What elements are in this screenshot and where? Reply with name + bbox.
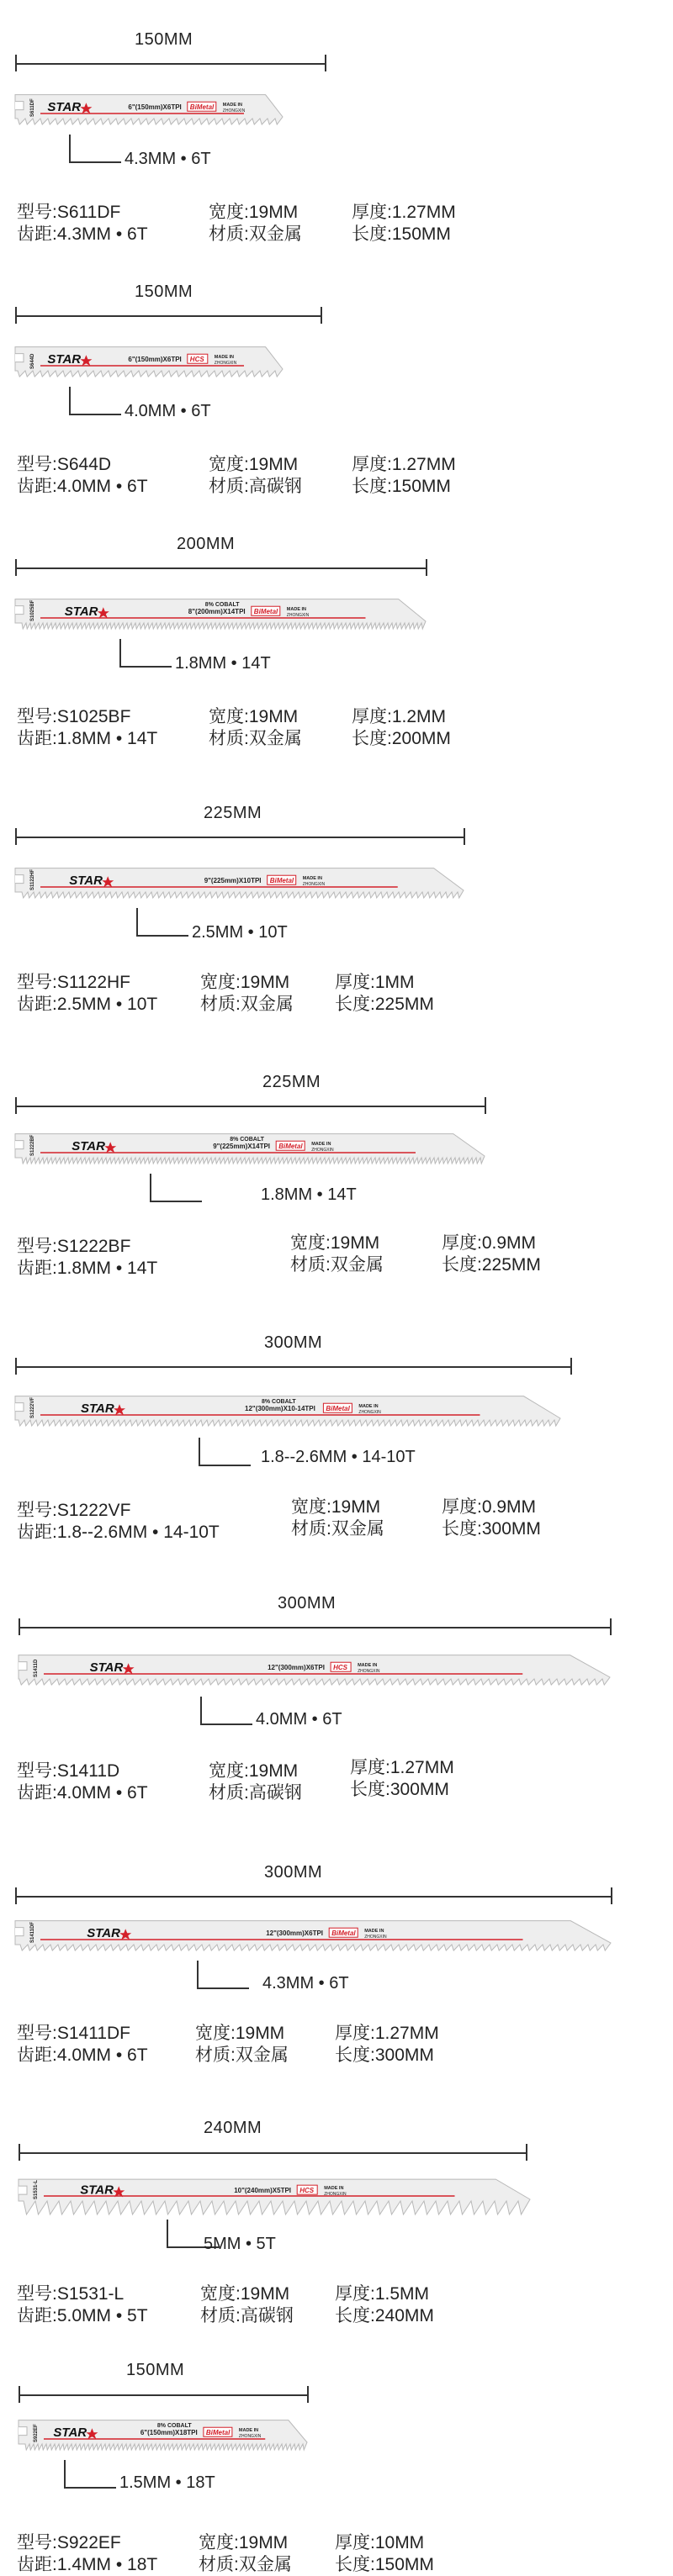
brand-logo: STAR [80, 2183, 114, 2198]
spec-material: 材质:双金属 [199, 2555, 292, 2574]
saw-blade-image [19, 1648, 612, 1688]
pitch-leader-line [64, 2460, 116, 2489]
length-dimension-line [19, 2394, 309, 2396]
blade-code-text: S1222VF [30, 1396, 35, 1418]
product-section [0, 2093, 673, 2346]
spec-thickness: 厚度:1.5MM [335, 2284, 430, 2304]
made-in-place-text: ZHONGXIN [286, 613, 310, 619]
saw-blade-image [15, 1389, 562, 1429]
material-badge: BiMetal [205, 2429, 231, 2437]
blade-size-text: 12"(300mm)X10-14TPI [245, 1405, 315, 1413]
spec-model: 型号:S922EF [17, 2533, 121, 2552]
material-badge: BiMetal [331, 1929, 356, 1938]
made-in-text: MADE IN [286, 607, 307, 613]
pitch-leader-line [150, 1174, 202, 1202]
product-section [0, 1295, 673, 1547]
cobalt-text: 8% COBALT [230, 1137, 264, 1143]
pitch-leader-line [136, 908, 188, 937]
pitch-leader-line [69, 135, 121, 163]
blade-code-text: S1222BF [30, 1134, 35, 1156]
spec-thickness: 厚度:10MM [335, 2533, 425, 2552]
length-dimension-label: 225MM [204, 804, 262, 822]
length-dimension-line [19, 1627, 612, 1628]
spec-thickness: 厚度:0.9MM [442, 1233, 537, 1253]
made-in-place-text: ZHONGXIN [222, 108, 246, 114]
length-dimension-line [15, 1366, 572, 1368]
made-in-place-text: ZHONGXIN [311, 1148, 334, 1153]
spec-width: 宽度:19MM [209, 707, 299, 726]
made-in-place-text: ZHONGXIN [324, 2192, 347, 2198]
tooth-pitch-callout: 4.0MM • 6T [125, 402, 211, 420]
spec-tooth-pitch: 齿距:1.8MM • 14T [17, 729, 158, 748]
saw-blade-image [19, 2413, 309, 2453]
spec-model: 型号:S1222VF [17, 1501, 131, 1520]
brand-logo: STAR [69, 873, 103, 888]
spec-length: 长度:300MM [335, 2045, 434, 2065]
product-section [0, 757, 673, 1014]
length-dimension-line [19, 2152, 527, 2154]
length-dimension-line [15, 315, 322, 317]
made-in-text: MADE IN [358, 1663, 378, 1669]
material-badge: HCS [299, 2187, 315, 2195]
spec-model: 型号:S1122HF [17, 973, 130, 992]
spec-material: 材质:高碳钢 [200, 2306, 294, 2325]
brand-logo: STAR [47, 99, 82, 114]
pitch-leader-line [119, 639, 172, 668]
spec-model: 型号:S1025BF [17, 707, 131, 726]
material-badge: BiMetal [189, 103, 215, 112]
spec-length: 长度:200MM [352, 729, 451, 748]
spec-width: 宽度:19MM [209, 203, 299, 222]
spec-material: 材质:高碳钢 [209, 477, 302, 496]
spec-length: 长度:225MM [442, 1255, 541, 1275]
made-in-text: MADE IN [364, 1929, 384, 1935]
spec-length: 长度:150MM [352, 477, 451, 496]
spec-thickness: 厚度:1.27MM [352, 203, 456, 222]
made-in-place-text: ZHONGXIN [364, 1935, 387, 1940]
brand-logo: STAR [72, 1138, 105, 1153]
pitch-leader-line [200, 1697, 252, 1725]
spec-material: 材质:双金属 [195, 2045, 289, 2065]
product-section [0, 0, 673, 252]
spec-width: 宽度:19MM [209, 1761, 299, 1781]
spec-model: 型号:S1531-L [17, 2284, 125, 2304]
cobalt-text: 8% COBALT [204, 602, 240, 609]
spec-length: 长度:300MM [442, 1519, 541, 1539]
product-section [0, 1824, 673, 2077]
product-section [0, 1555, 673, 1808]
made-in-text: MADE IN [238, 2428, 259, 2434]
made-in-text: MADE IN [222, 103, 243, 108]
blade-size-text: 6"(150mm)X6TPI [128, 103, 182, 112]
spec-model: 型号:S1411DF [17, 2024, 130, 2043]
length-dimension-line [15, 63, 326, 65]
brand-logo: STAR [87, 1925, 120, 1940]
material-badge: BiMetal [278, 1143, 303, 1151]
brand-logo: STAR [53, 2425, 87, 2440]
blade-size-text: 6"(150mm)X18TPI [140, 2429, 198, 2437]
length-dimension-label: 300MM [264, 1333, 323, 1352]
blade-code-text: S1531-L [34, 2179, 39, 2199]
saw-blade-image [15, 87, 284, 128]
length-dimension-label: 150MM [135, 30, 193, 49]
material-badge: HCS [333, 1664, 347, 1672]
length-dimension-line [15, 1896, 612, 1898]
spec-material: 材质:双金属 [209, 224, 302, 244]
saw-blade-image [15, 592, 427, 632]
spec-length: 长度:150MM [352, 224, 451, 244]
blade-code-text: S1122HF [30, 868, 35, 890]
spec-material: 材质:高碳钢 [209, 1783, 302, 1803]
blade-code-text: S611DF [30, 98, 35, 117]
tooth-pitch-callout: 4.0MM • 6T [256, 1710, 342, 1729]
brand-logo: STAR [47, 351, 82, 367]
tooth-pitch-callout: 1.8MM • 14T [175, 654, 271, 673]
spec-length: 长度:300MM [350, 1780, 449, 1799]
blade-code-text: S1411D [34, 1659, 39, 1677]
spec-tooth-pitch: 齿距:4.0MM • 6T [17, 477, 148, 496]
blade-code-text: S644D [30, 353, 35, 369]
spec-length: 长度:225MM [335, 995, 434, 1014]
blade-code-text: S1025BF [30, 599, 35, 621]
spec-material: 材质:双金属 [209, 729, 302, 748]
blade-code-text: S1411DF [30, 1921, 35, 1943]
tooth-pitch-callout: 1.8--2.6MM • 14-10T [261, 1448, 416, 1466]
spec-tooth-pitch: 齿距:5.0MM • 5T [17, 2306, 148, 2325]
spec-thickness: 厚度:0.9MM [442, 1497, 537, 1517]
made-in-text: MADE IN [311, 1142, 331, 1148]
blade-size-text: 8"(200mm)X14TPI [188, 608, 246, 616]
saw-blade-image [15, 340, 284, 380]
pitch-leader-line [199, 1438, 251, 1466]
length-dimension-label: 150MM [126, 2361, 185, 2379]
blade-size-text: 9"(225mm)X14TPI [213, 1143, 271, 1151]
brand-logo: STAR [81, 1401, 114, 1416]
tooth-pitch-callout: 1.5MM • 18T [119, 2473, 215, 2492]
blade-size-text: 12"(300mm)X6TPI [266, 1929, 324, 1938]
spec-model: 型号:S1222BF [17, 1237, 131, 1256]
made-in-text: MADE IN [302, 876, 322, 882]
made-in-place-text: ZHONGXIN [238, 2434, 262, 2440]
blade-code-text: S922EF [34, 2424, 39, 2442]
spec-width: 宽度:19MM [209, 455, 299, 474]
saw-blade-image [15, 1127, 486, 1167]
made-in-text: MADE IN [214, 355, 235, 361]
length-dimension-label: 300MM [278, 1594, 336, 1613]
spec-thickness: 厚度:1.27MM [350, 1758, 454, 1777]
material-badge: BiMetal [326, 1405, 350, 1413]
cobalt-text: 8% COBALT [156, 2423, 192, 2430]
length-dimension-label: 240MM [204, 2119, 262, 2137]
length-dimension-label: 225MM [262, 1073, 321, 1091]
spec-length: 长度:150MM [335, 2555, 434, 2574]
spec-model: 型号:S1411D [17, 1761, 120, 1781]
spec-width: 宽度:19MM [291, 1497, 381, 1517]
material-badge: BiMetal [253, 608, 278, 616]
brand-logo: STAR [89, 1660, 124, 1675]
product-section [0, 2346, 673, 2574]
blade-size-text: 10"(240mm)X5TPI [234, 2187, 292, 2195]
spec-tooth-pitch: 齿距:4.3MM • 6T [17, 224, 148, 244]
length-dimension-line [15, 837, 465, 838]
spec-width: 宽度:19MM [195, 2024, 285, 2043]
spec-tooth-pitch: 齿距:4.0MM • 6T [17, 2045, 148, 2065]
pitch-leader-line [69, 387, 121, 415]
spec-width: 宽度:19MM [199, 2533, 289, 2552]
tooth-pitch-callout: 1.8MM • 14T [261, 1185, 357, 1204]
tooth-pitch-callout: 5MM • 5T [204, 2235, 276, 2253]
spec-length: 长度:240MM [335, 2306, 434, 2325]
spec-tooth-pitch: 齿距:1.4MM • 18T [17, 2555, 158, 2574]
spec-model: 型号:S611DF [17, 203, 121, 222]
material-badge: BiMetal [269, 877, 294, 885]
spec-model: 型号:S644D [17, 455, 112, 474]
spec-thickness: 厚度:1.27MM [352, 455, 456, 474]
product-section [0, 252, 673, 504]
spec-thickness: 厚度:1.27MM [335, 2024, 439, 2043]
product-section [0, 1034, 673, 1286]
made-in-text: MADE IN [324, 2186, 344, 2192]
length-dimension-label: 150MM [135, 282, 193, 301]
spec-tooth-pitch: 齿距:1.8MM • 14T [17, 1259, 158, 1278]
length-dimension-line [15, 567, 427, 569]
cobalt-text: 8% COBALT [262, 1399, 296, 1406]
spec-tooth-pitch: 齿距:1.8--2.6MM • 14-10T [17, 1523, 220, 1542]
pitch-leader-line [197, 1961, 249, 1989]
tooth-pitch-callout: 4.3MM • 6T [262, 1974, 349, 1993]
length-dimension-line [15, 1106, 486, 1107]
length-dimension-label: 200MM [177, 535, 236, 553]
made-in-text: MADE IN [358, 1404, 379, 1410]
brand-logo: STAR [64, 604, 98, 619]
tooth-pitch-callout: 4.3MM • 6T [125, 150, 211, 168]
material-badge: HCS [189, 356, 204, 364]
made-in-place-text: ZHONGXIN [302, 882, 326, 888]
blade-size-text: 12"(300mm)X6TPI [268, 1664, 325, 1672]
length-dimension-label: 300MM [264, 1863, 323, 1882]
spec-tooth-pitch: 齿距:2.5MM • 10T [17, 995, 158, 1014]
spec-width: 宽度:19MM [200, 2284, 290, 2304]
made-in-place-text: ZHONGXIN [214, 361, 237, 367]
spec-width: 宽度:19MM [200, 973, 290, 992]
saw-blade-image [15, 1914, 612, 1954]
spec-width: 宽度:19MM [290, 1233, 380, 1253]
product-section [0, 504, 673, 757]
blade-size-text: 6"(150mm)X6TPI [128, 356, 182, 364]
blade-size-text: 9"(225mm)X10TPI [204, 877, 262, 885]
spec-material: 材质:双金属 [291, 1519, 384, 1539]
spec-thickness: 厚度:1.2MM [352, 707, 447, 726]
tooth-pitch-callout: 2.5MM • 10T [192, 923, 288, 942]
spec-tooth-pitch: 齿距:4.0MM • 6T [17, 1783, 148, 1803]
made-in-place-text: ZHONGXIN [358, 1410, 381, 1416]
spec-material: 材质:双金属 [290, 1255, 384, 1275]
spec-material: 材质:双金属 [200, 995, 294, 1014]
made-in-place-text: ZHONGXIN [358, 1669, 380, 1675]
saw-blade-image [15, 861, 465, 901]
saw-blade-image [19, 2171, 532, 2218]
spec-thickness: 厚度:1MM [335, 973, 415, 992]
